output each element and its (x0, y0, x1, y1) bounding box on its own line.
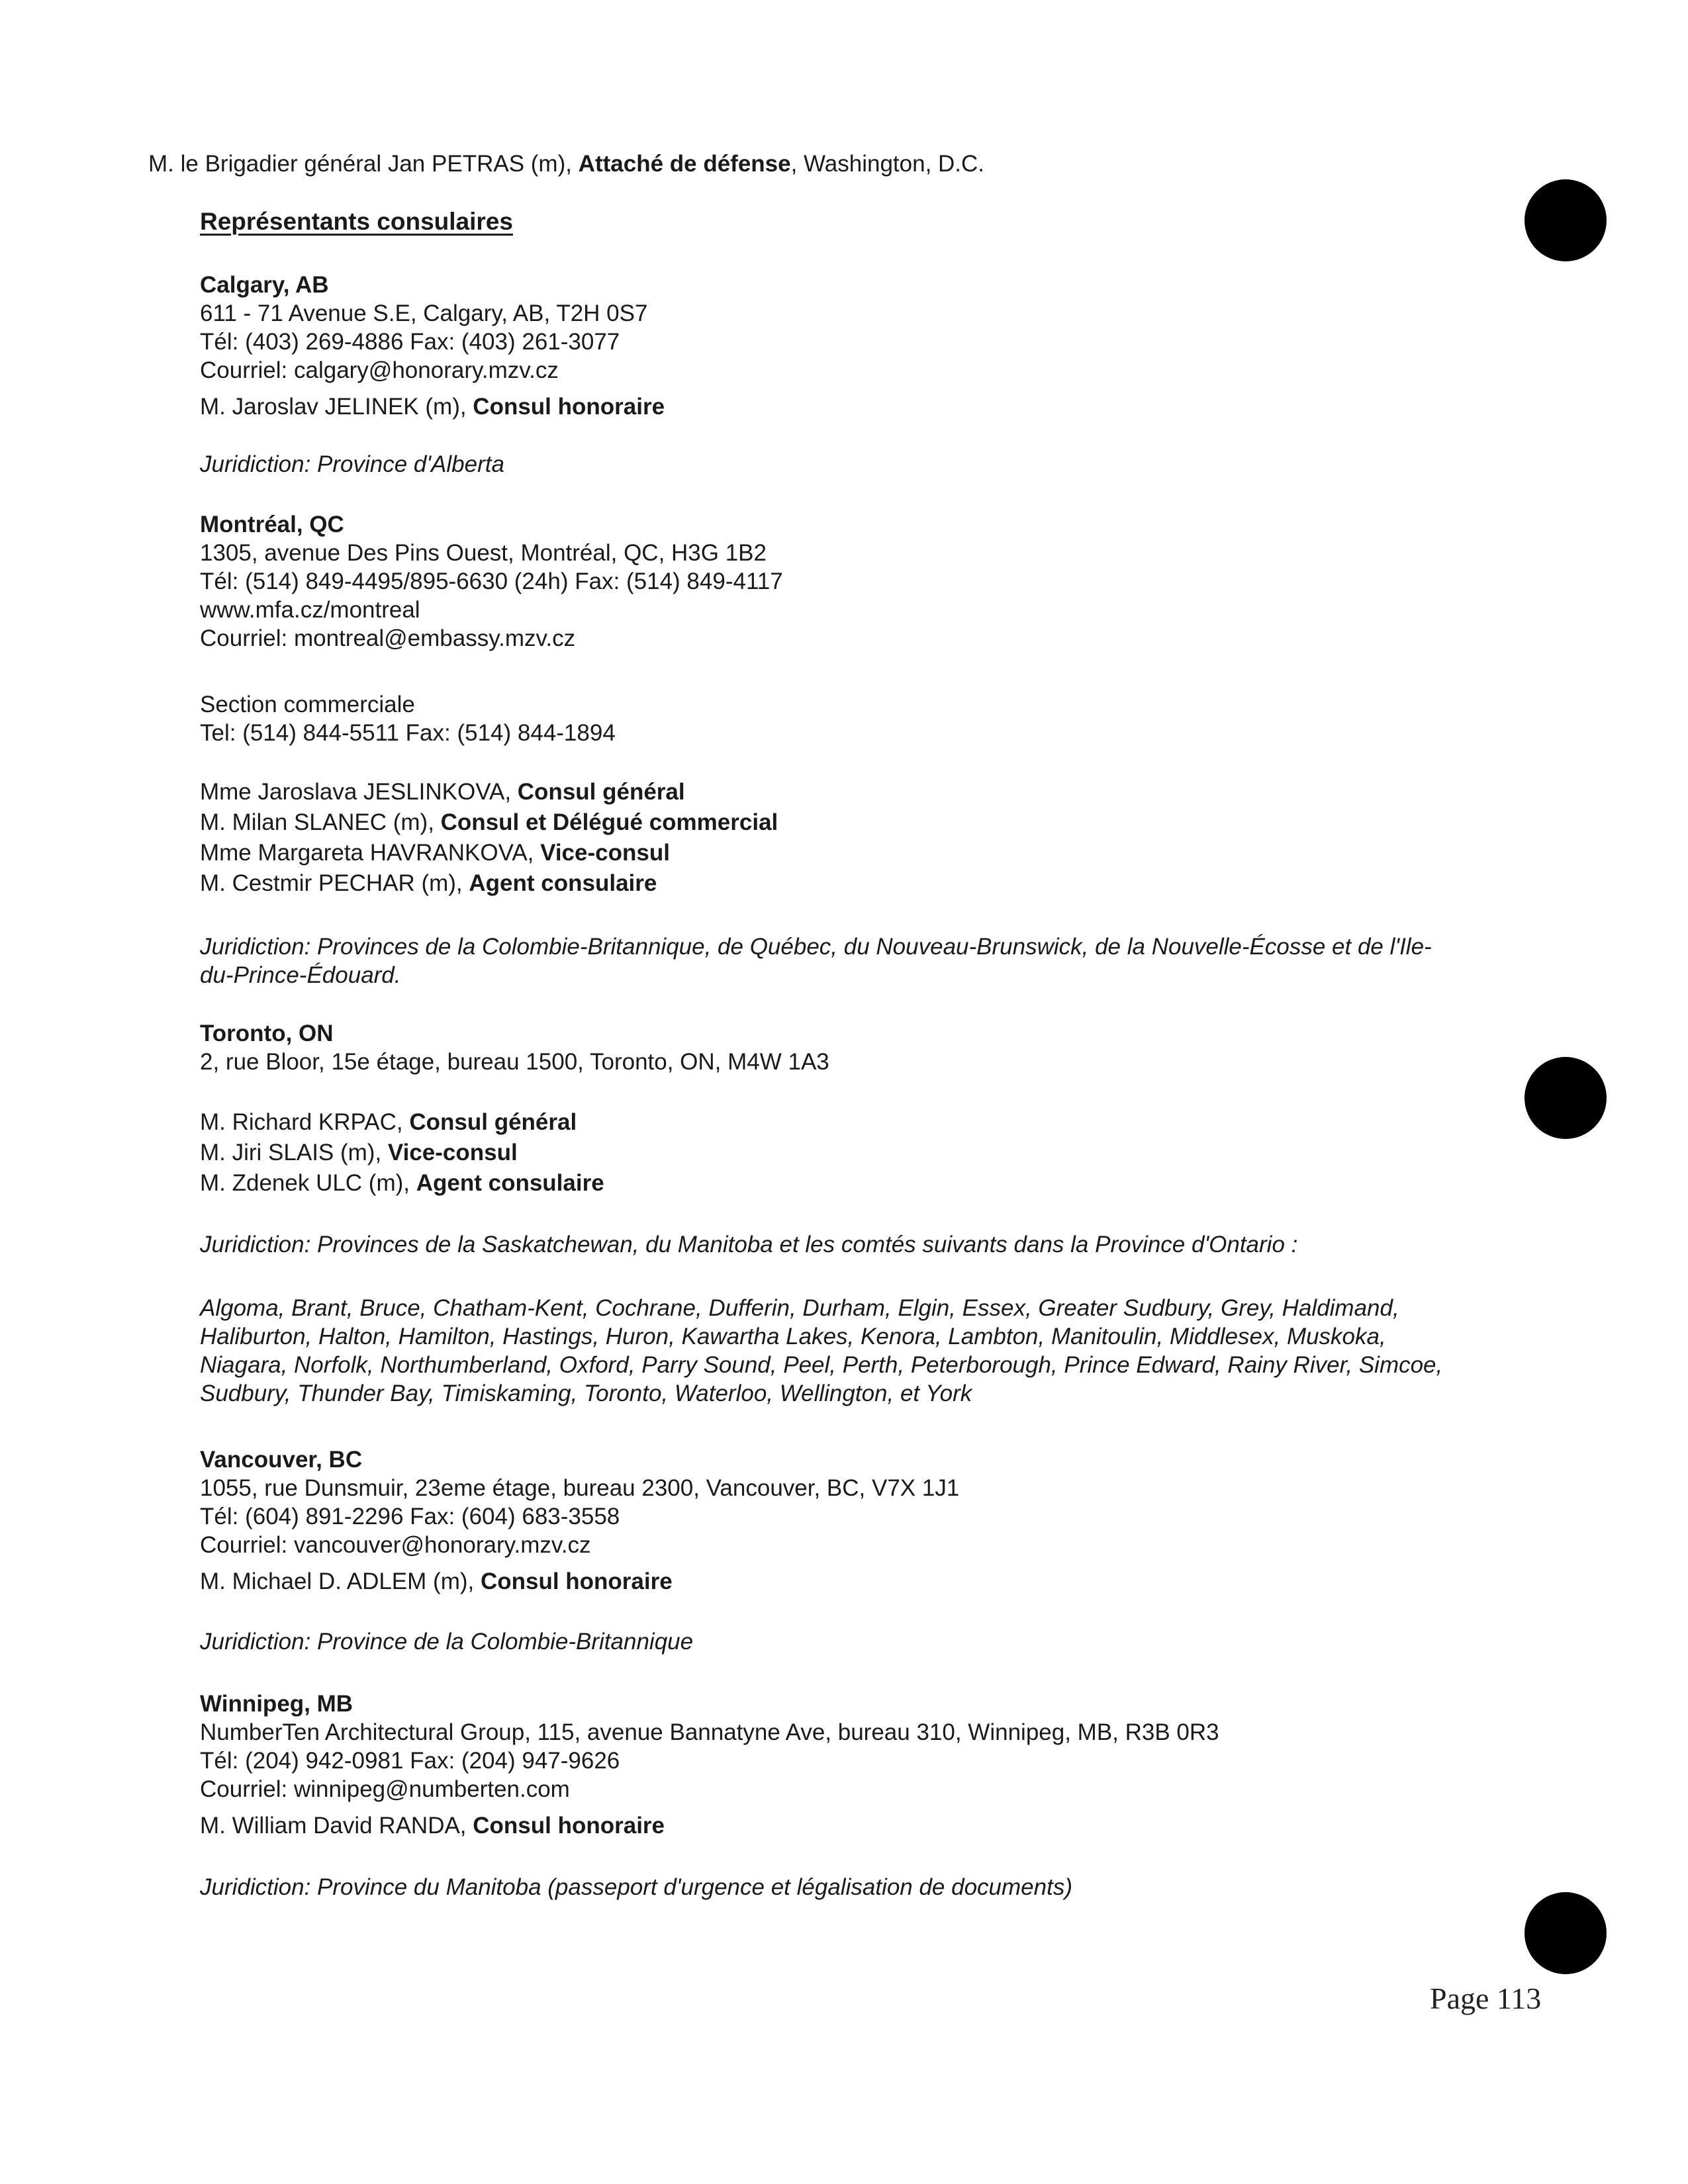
staff-title: Consul et Délégué commercial (440, 809, 778, 835)
staff-name: M. Jiri SLAIS (m), (200, 1140, 388, 1165)
toronto-staff-2 (200, 1138, 518, 1167)
staff-name: Mme Margareta HAVRANKOVA, (200, 840, 541, 866)
winnipeg-email: Courriel: winnipeg@numberten.com (200, 1776, 570, 1802)
winnipeg-address: NumberTen Architectural Group, 115, avenue Bannatyne Ave, bureau 310, Winnipeg, MB, R3B 0R3 (200, 1719, 1219, 1745)
toronto-counties-line1: Algoma, Brant, Bruce, Chatham-Kent, Cochrane, Dufferin, Durham, Elgin, Essex, Greater Sudbury, Grey, Haldimand, (200, 1295, 1399, 1321)
montreal-staff-1 (200, 778, 685, 806)
calgary-person-name: M. Jaroslav JELINEK (m), (200, 394, 473, 420)
staff-name: Mme Jaroslava JESLINKOVA, (200, 779, 518, 805)
toronto-counties-line4: Sudbury, Thunder Bay, Timiskaming, Toronto, Waterloo, Wellington, et York (200, 1381, 972, 1406)
toronto-address: 2, rue Bloor, 15e étage, bureau 1500, Toronto, ON, M4W 1A3 (200, 1049, 829, 1075)
page-number: Page 113 (1430, 1981, 1542, 2015)
calgary-person-title: Consul honoraire (473, 394, 665, 420)
winnipeg-phone: Tél: (204) 942-0981 Fax: (204) 947-9626 (200, 1748, 620, 1774)
montreal-commercial-label: Section commerciale (200, 692, 415, 717)
calgary-phone: Tél: (403) 269-4886 Fax: (403) 261-3077 (200, 329, 620, 355)
winnipeg-city: Winnipeg, MB (200, 1691, 353, 1717)
vancouver-phone: Tél: (604) 891-2296 Fax: (604) 683-3558 (200, 1504, 620, 1529)
calgary-email: Courriel: calgary@honorary.mzv.cz (200, 357, 559, 383)
vancouver-jurisdiction: Juridiction: Province de la Colombie-Britannique (200, 1629, 694, 1655)
toronto-staff-3 (200, 1169, 604, 1197)
montreal-staff-3 (200, 839, 670, 867)
staff-name: M. Richard KRPAC, (200, 1109, 410, 1135)
toronto-city: Toronto, ON (200, 1021, 334, 1046)
montreal-address: 1305, avenue Des Pins Ouest, Montréal, QC, H3G 1B2 (200, 540, 767, 566)
attache-title: Attaché de défense (578, 151, 791, 177)
punch-hole-middle (1524, 1057, 1607, 1139)
punch-hole-top (1524, 179, 1607, 261)
toronto-jurisdiction: Juridiction: Provinces de la Saskatchewan, du Manitoba et les comtés suivants dans la Province d'Ontario : (200, 1232, 1298, 1257)
attache-suffix: , Washington, D.C. (790, 151, 985, 177)
montreal-staff-2 (200, 808, 778, 837)
attache-line (148, 150, 984, 178)
toronto-counties-line3: Niagara, Norfolk, Northumberland, Oxford, Parry Sound, Peel, Perth, Peterborough, Prince Edward, Rainy River, Simcoe, (200, 1352, 1443, 1378)
vancouver-email: Courriel: vancouver@honorary.mzv.cz (200, 1532, 591, 1558)
vancouver-city: Vancouver, BC (200, 1447, 363, 1473)
toronto-counties-line2: Haliburton, Halton, Hamilton, Hastings, Huron, Kawartha Lakes, Kenora, Lambton, Manitoulin, Middlesex, Muskoka, (200, 1324, 1386, 1349)
montreal-jurisdiction-line1: Juridiction: Provinces de la Colombie-Britannique, de Québec, du Nouveau-Brunswick, de la Nouvelle-Écosse et de l'Ile- (200, 934, 1432, 960)
montreal-staff-4 (200, 869, 657, 897)
staff-title: Consul général (517, 779, 685, 805)
staff-title: Consul général (409, 1109, 577, 1135)
staff-title: Agent consulaire (469, 870, 657, 896)
staff-name: M. Cestmir PECHAR (m), (200, 870, 469, 896)
calgary-jurisdiction: Juridiction: Province d'Alberta (200, 451, 504, 477)
vancouver-person (200, 1567, 673, 1596)
vancouver-person-title: Consul honoraire (480, 1569, 673, 1594)
calgary-city: Calgary, AB (200, 272, 329, 298)
winnipeg-jurisdiction: Juridiction: Province du Manitoba (passeport d'urgence et légalisation de documents) (200, 1874, 1072, 1900)
staff-title: Agent consulaire (416, 1170, 604, 1196)
staff-title: Vice-consul (540, 840, 670, 866)
winnipeg-person-title: Consul honoraire (473, 1813, 665, 1839)
montreal-commercial-phone: Tel: (514) 844-5511 Fax: (514) 844-1894 (200, 720, 616, 746)
montreal-web: www.mfa.cz/montreal (200, 597, 420, 623)
winnipeg-person (200, 1811, 665, 1840)
staff-title: Vice-consul (387, 1140, 518, 1165)
section-heading: Représentants consulaires (200, 208, 513, 235)
calgary-person (200, 392, 665, 421)
montreal-email: Courriel: montreal@embassy.mzv.cz (200, 625, 576, 651)
vancouver-address: 1055, rue Dunsmuir, 23eme étage, bureau 2300, Vancouver, BC, V7X 1J1 (200, 1475, 960, 1501)
calgary-address: 611 - 71 Avenue S.E, Calgary, AB, T2H 0S7 (200, 300, 648, 326)
attache-prefix: M. le Brigadier général Jan PETRAS (m), (148, 151, 579, 177)
winnipeg-person-name: M. William David RANDA, (200, 1813, 473, 1839)
vancouver-person-name: M. Michael D. ADLEM (m), (200, 1569, 481, 1594)
toronto-staff-1 (200, 1108, 577, 1136)
montreal-city: Montréal, QC (200, 512, 344, 537)
punch-hole-bottom (1524, 1892, 1607, 1974)
staff-name: M. Zdenek ULC (m), (200, 1170, 416, 1196)
montreal-jurisdiction-line2: du-Prince-Édouard. (200, 962, 401, 988)
staff-name: M. Milan SLANEC (m), (200, 809, 441, 835)
montreal-phone: Tél: (514) 849-4495/895-6630 (24h) Fax: (514) 849-4117 (200, 569, 783, 594)
